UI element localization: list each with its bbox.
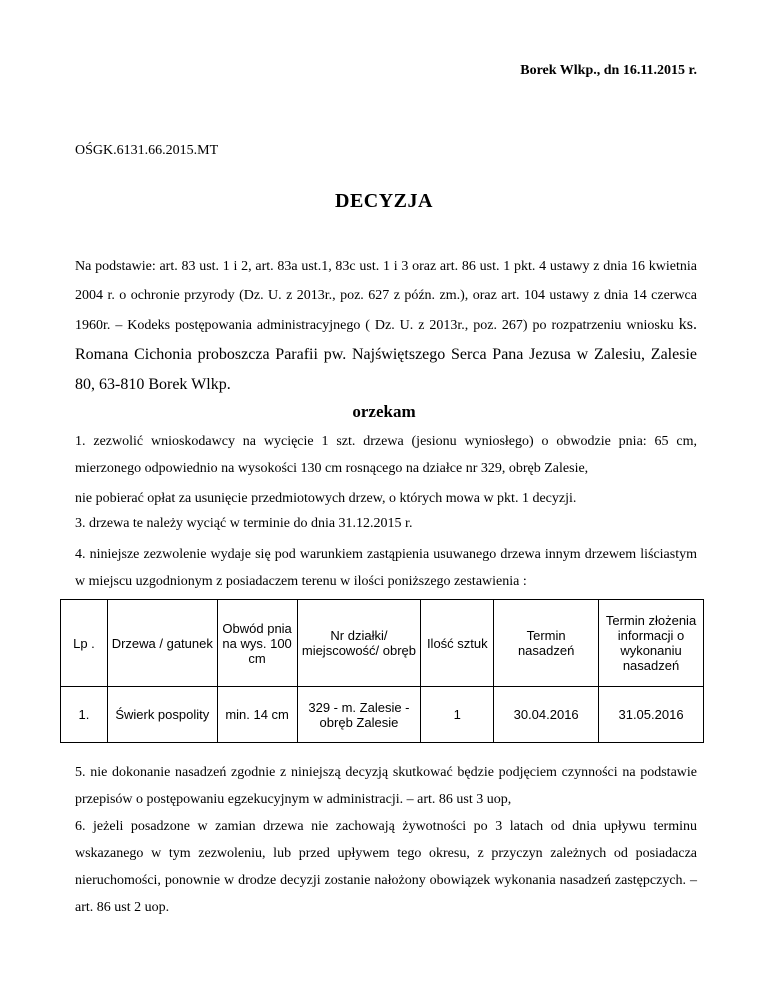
date-line: Borek Wlkp., dn 16.11.2015 r. [520, 63, 697, 78]
header-lp: Lp . [61, 600, 108, 687]
header-report-deadline: Termin złożenia informacji o wykonaniu nasadzeń [599, 600, 704, 687]
point-5: 5. nie dokonanie nasadzeń zgodnie z niniejszą decyzją skutkować będzie podjęciem czynności na podstawie przepisów o postępowaniu egzekucyjnym w administracji. – art. 86 ust 3 uop, [75, 765, 697, 807]
point-4: 4. niniejsze zezwolenie wydaje się pod warunkiem zastąpienia usuwanego drzewa innym drzewem liściastym w miejscu uzgodnionym z posiadaczem terenu w ilości poniższego zestawienia : [75, 547, 697, 589]
point-6: 6. jeżeli posadzone w zamian drzewa nie zachowają żywotności po 3 latach od dnia upływu terminu wskazanego w tym zezwoleniu, lub przed upływem tego okresu, z przyczyn zależnych od posiadacza nieruchomości, ponownie w drodze decyzji zostanie nałożony obowiązek wykonania nasadzeń zastępczych. – art. 86 ust 2 uop. [75, 819, 697, 915]
document-title: DECYZJA [335, 190, 433, 212]
header-planting-deadline: Termin nasadzeń [494, 600, 599, 687]
cell-species: Świerk pospolity [107, 687, 217, 743]
point-2: nie pobierać opłat za usunięcie przedmiotowych drzew, o których mowa w pkt. 1 decyzji. [75, 491, 577, 506]
applicant-text: ks. Romana Cichonia proboszcza Parafii pw. Najświętszego Serca Pana Jezusa w Zalesiu, Zalesie 80, 63-810 Borek Wlkp. [75, 316, 697, 393]
header-quantity: Ilość sztuk [421, 600, 494, 687]
cell-report-deadline: 31.05.2016 [599, 687, 704, 743]
cell-quantity: 1 [421, 687, 494, 743]
header-species: Drzewa / gatunek [107, 600, 217, 687]
cell-lp: 1. [61, 687, 108, 743]
cell-planting-deadline: 30.04.2016 [494, 687, 599, 743]
cell-plot: 329 - m. Zalesie - obręb Zalesie [297, 687, 421, 743]
table-header-row [61, 600, 704, 687]
legal-basis-paragraph [75, 252, 697, 400]
table-row [61, 687, 704, 743]
legal-basis-text: Na podstawie: art. 83 ust. 1 i 2, art. 83a ust.1, 83c ust. 1 i 3 oraz art. 86 ust. 1 pkt. 4 ustawy z dnia 16 kwietnia 2004 r. o ochronie przyrody (Dz. U. z 2013r., poz. 627 z późn. zm.), oraz art. 104 ustawy z dnia 14 czerwca 1960r. – Kodeks postępowania administracyjnego ( Dz. U. z 2013r., poz. 267) po rozpatrzeniu wniosku [75, 259, 697, 333]
replacement-planting-table [60, 599, 704, 743]
point-1: 1. zezwolić wnioskodawcy na wycięcie 1 szt. drzewa (jesionu wyniosłego) o obwodzie pnia: 65 cm, mierzonego odpowiednio na wysokości 130 cm rosnącego na działce nr 329, obręb Zalesie, [75, 434, 697, 476]
section-heading-orzekam: orzekam [352, 402, 416, 421]
header-circumference: Obwód pnia na wys. 100 cm [217, 600, 297, 687]
header-plot: Nr działki/ miejscowość/ obręb [297, 600, 421, 687]
cell-circumference: min. 14 cm [217, 687, 297, 743]
reference-number: OŚGK.6131.66.2015.MT [75, 143, 219, 158]
point-3: 3. drzewa te należy wyciąć w terminie do dnia 31.12.2015 r. [75, 516, 413, 531]
